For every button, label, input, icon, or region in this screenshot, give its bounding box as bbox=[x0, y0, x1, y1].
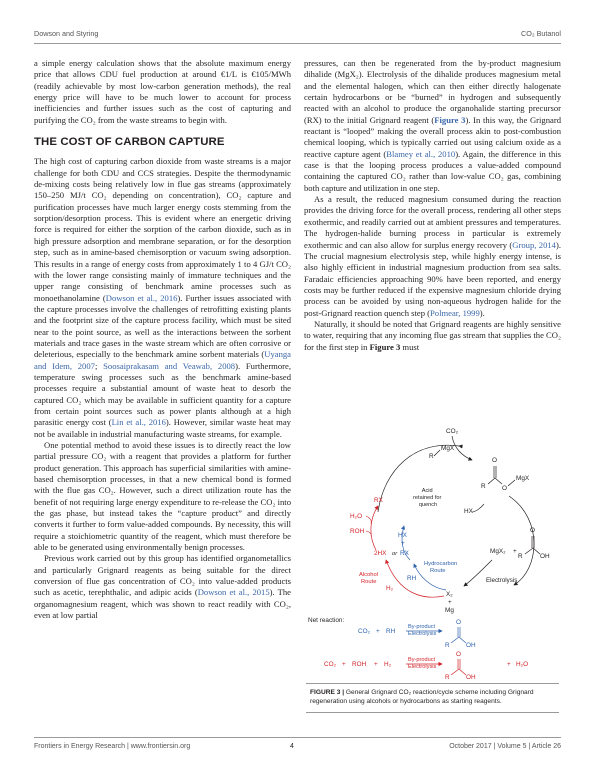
eq2-r: R bbox=[445, 674, 450, 681]
paragraph: The high cost of capturing carbon dioxide from waste streams is a major challenge for both CDU and CCS strategies. Despite the thermodynamic de-mixing costs being relatively low in flue gas streams (approximately 150–250 MJ/t CO₂ depending on concentration), CO₂ capture and purification processes have much larger energy costs stemming from the sorption/desorption process. This is evident where an energetic driving force is required for either the sorption of the carbon dioxide, such as in high pressure adsorption and membrane separation, or for the desorption step, such as in amine-based chemisorption or vacuum swing adsorption. This results in a range of energy costs from approximately 1 to 4 GJ/t CO₂ with the lower range consisting mainly of immature techniques and the upper range consisting of benchmark amine processes such as monoethanolamine (Dowson et al., 2016). Further issues associated with the capture processes involve the challenges of retrofitting existing plants and the footprint size of the capture process facility, which must be sited near to the point source, as well as the interactions between the sorbent materials and trace gases in the waste stream which are often corrosive or deleterious, especially to the benchmark amine sorbent materials (Uyanga and Idem, 2007; Soosaiprakasam and Veawab, 2008). Furthermore, temperature swing processes such as the benchmark amine-based processes require a substantial amount of waste heat to desorb the captured CO₂ which may be available in sufficient quantity for a capture from certain point sources such as power plants although at a high parasitic energy cost (Lin et al., 2016). However, similar waste heat may not be available in industrial manufacturing waste streams, for example. bbox=[34, 156, 291, 439]
eq2-byproduct bbox=[408, 657, 437, 670]
co2-label: CO₂ bbox=[446, 428, 459, 435]
mgx-label: MgX bbox=[441, 445, 455, 452]
hydrocarbon-route-line-1: Hydrocarbon bbox=[424, 561, 458, 567]
eq1-bond bbox=[459, 637, 466, 643]
hydrocarbon-route-line-2: Route bbox=[430, 568, 446, 574]
plus-mgx2-label: + bbox=[513, 548, 517, 555]
acid-line-2: retained for bbox=[413, 495, 442, 501]
o-carbonyl-label: O bbox=[492, 457, 497, 464]
o-ester-label: O bbox=[502, 485, 507, 492]
figure-caption-rule-bottom bbox=[306, 712, 559, 713]
figure-caption bbox=[310, 689, 560, 706]
mgx-bond bbox=[508, 480, 515, 486]
acid-line-3: quench bbox=[418, 502, 438, 508]
figure-caption-label: FIGURE 3 | bbox=[310, 689, 345, 696]
plus-x2-label: + bbox=[448, 599, 452, 606]
eq2-bond bbox=[459, 669, 466, 675]
hx-right-arrow bbox=[472, 504, 484, 512]
hx-right-label: HX bbox=[464, 508, 473, 515]
eq2-plus3: + bbox=[507, 661, 511, 668]
eq1-byproduct bbox=[408, 624, 437, 637]
alcohol-route-line-2: Route bbox=[361, 579, 377, 585]
paragraph: Previous work carried out by this group has identified organometallics and particularly Grignard reagents as being suitable for the direct conversion of flue gas concentration of CO₂ into value-added products such as acetic, terephthalic, and adipic acids (Dowson et al., 2015). The organomagnesium reagent, which was shown to react readily with CO₂, even at low partial bbox=[34, 553, 291, 621]
figure-3-scheme bbox=[304, 400, 561, 725]
section-heading: THE COST OF CARBON CAPTURE bbox=[34, 136, 225, 149]
eq2-byproduct-line-2: Electrolysis bbox=[408, 664, 437, 670]
paragraph: One potential method to avoid these issues is to directly react the low partial pressure CO₂ with a reagent that provides a platform for further product generation. This approach has superficial similarities with amine-based chemisorption processes, in that a new chemical bond is formed with the flue gas CO₂. However, such a direct utilization route has the benefit of not requiring large energy expenditure to re-release the CO₂ into the gas phase, but instead takes the “capture product” and directly converts it further to form value-added compounds. By necessity, this will require a stoichiometric quantity of the reagent, which must therefore be able to be generated using environmentally benign processes. bbox=[34, 440, 291, 553]
grignard-bond bbox=[434, 450, 440, 456]
eq2-roh: ROH bbox=[352, 661, 367, 668]
footer-issue: October 2017 | Volume 5 | Article 26 bbox=[449, 743, 561, 750]
alcohol-route-line-1: Alcohol bbox=[359, 572, 379, 578]
eq2-h2: H₂ bbox=[384, 661, 392, 668]
left-column bbox=[34, 58, 291, 622]
ester-bond bbox=[488, 478, 495, 484]
citation-link[interactable]: Polmear, 1999 bbox=[430, 307, 480, 318]
twohx-label: 2HX bbox=[374, 550, 387, 557]
eq1-plus: + bbox=[376, 628, 380, 635]
eq1-r: R bbox=[445, 642, 450, 649]
paragraph: Naturally, it should be noted that Grignard reagents are highly sensitive to water, requiring that any incoming flue gas stream that supplies the CO₂ for the first step in Figure 3 must bbox=[304, 318, 561, 352]
ester-bond bbox=[495, 478, 502, 484]
citation-link[interactable]: Soosaiprakasam and Veawab, 2008 bbox=[103, 360, 236, 371]
acid-line-1: Acid bbox=[421, 488, 433, 494]
co2-arrow bbox=[452, 436, 472, 460]
roh-branch bbox=[366, 531, 371, 536]
citation-link[interactable]: Group, 2014 bbox=[512, 239, 556, 250]
eq1-bond bbox=[451, 637, 459, 643]
eq2-byproduct-line-1: By-product bbox=[408, 657, 436, 663]
net-reaction-label: Net reaction: bbox=[308, 617, 345, 624]
plus-center-label: + bbox=[401, 540, 405, 547]
h2o-left-label: H₂O bbox=[350, 513, 363, 520]
citation-link[interactable]: Lin et al., 2016 bbox=[111, 417, 166, 428]
rx-left-label: RX bbox=[374, 497, 383, 504]
figure-caption-rule bbox=[306, 683, 559, 684]
eq2-co2: CO₂ bbox=[324, 661, 337, 668]
x2-label: X₂ bbox=[446, 591, 453, 598]
citation-link[interactable]: Uyanga and Idem, 2007 bbox=[34, 349, 291, 371]
cycle-arc bbox=[509, 496, 534, 585]
figure-caption-text: General Grignard CO₂ reaction/cycle scheme including Grignard regeneration using alcohols or hydrocarbons as starting reagents. bbox=[310, 689, 534, 705]
paragraph: As a result, the reduced magnesium consumed during the reaction provides the driving force for the overall process, rendering all other steps exothermic, and readily carried out at ambient pressures and temperatures. The hydrogen-halide burning process in particular is extremely exothermic and can also allow for surplus energy recovery (Group, 2014). The crucial magnesium electrolysis step, while highly energy intense, is also highly efficient in industrial magnesium production from sea salts. Faradaic efficiencies approaching 90% have been reported, and energy costs may be further reduced if the expensive magnesium chloride drying process can be avoided by using non-aqueous hydrogen halide for the post-Grignard reaction quench step (Polmear, 1999). bbox=[304, 194, 561, 318]
figure-link[interactable]: Figure 3 bbox=[434, 114, 466, 125]
mgx-carboxylate-label: MgX bbox=[516, 475, 530, 482]
paragraph: pressures, can then be regenerated from the by-product magnesium dihalide (MgX₂). Electrolysis of the dihalide produces magnesium metal and the elemental halogen, which can then either directly halogenate certain hydrocarbons or be “burned” in hydrogen and subsequently reacted with an alcohol to produce the organohalide starting precursor (RX) to the initial Grignard reagent (Figure 3). In this way, the Grignard reactant is “looped” making the overall process akin to post-combustion chemical looping, which is typically carried out using calcium oxide as a reactive capture agent (Blamey et al., 2010). Again, the difference in this case is that the looping process produces a value-added compound containing the captured CO₂ rather than low-value CO₂ gas, combining both capture and utilization in one step. bbox=[304, 58, 561, 193]
figure-ref[interactable]: Figure 3 bbox=[369, 341, 401, 352]
r-carboxylate-label: R bbox=[481, 483, 486, 490]
oh-acid-label: OH bbox=[540, 553, 550, 560]
eq2-o: O bbox=[456, 651, 461, 658]
header-rule bbox=[34, 43, 561, 44]
eq1-co2: CO₂ bbox=[358, 628, 371, 635]
mgx2-label: MgX₂ bbox=[490, 548, 506, 555]
eq1-o: O bbox=[456, 619, 461, 626]
running-header-authors: Dowson and Styring bbox=[34, 29, 99, 38]
footer-page-number: 4 bbox=[290, 743, 294, 750]
o-acid-label: O bbox=[530, 527, 535, 534]
h2o-branch bbox=[366, 516, 371, 524]
roh-left-label: ROH bbox=[350, 528, 365, 535]
footer-rule bbox=[34, 737, 561, 738]
eq2-plus2: + bbox=[374, 661, 378, 668]
eq2-bond bbox=[451, 669, 459, 675]
or-label: or bbox=[392, 551, 398, 557]
eq2-oh: OH bbox=[466, 674, 476, 681]
running-header-title: CO₂ Butanol bbox=[521, 29, 561, 38]
citation-link[interactable]: Dowson et al., 2015 bbox=[197, 587, 270, 598]
mg-label: Mg bbox=[445, 607, 454, 614]
rh-center-label: RH bbox=[407, 575, 417, 582]
electrolysis-label: Electrolysis bbox=[486, 577, 518, 584]
rx-center-label: RX bbox=[400, 550, 409, 557]
citation-link[interactable]: Blamey et al., 2010 bbox=[386, 148, 456, 159]
eq2-plus1: + bbox=[342, 661, 346, 668]
alcohol-route-label bbox=[359, 572, 380, 585]
r-acid-label: R bbox=[518, 553, 523, 560]
eq2-h2o: H₂O bbox=[516, 661, 529, 668]
h2-center-label: H₂ bbox=[386, 585, 394, 592]
acid-retained-label bbox=[413, 488, 443, 508]
eq1-byproduct-line-2: Electrolysis bbox=[408, 631, 437, 637]
alcohol-arrow bbox=[371, 506, 378, 550]
eq1-oh: OH bbox=[466, 642, 476, 649]
eq1-rh: RH bbox=[386, 628, 396, 635]
hydrocarbon-route-label bbox=[424, 561, 459, 574]
footer-journal: Frontiers in Energy Research | www.frontiersin.org bbox=[34, 743, 191, 750]
right-column bbox=[304, 58, 561, 353]
r-label: R bbox=[429, 453, 434, 460]
citation-link[interactable]: Dowson et al., 2016 bbox=[105, 292, 178, 303]
hx-center-label: HX bbox=[398, 532, 407, 539]
eq1-byproduct-line-1: By-product bbox=[408, 624, 436, 630]
acid-bond bbox=[533, 548, 540, 554]
acid-bond bbox=[525, 548, 533, 554]
paragraph: a simple energy calculation shows that the absolute maximum energy price that allows CDU fuel production at around €1/L is €105/MWh (readily achievable by most low-carbon generation methods), the real energy price will have to be much lower to account for process inefficiencies and further issues such as the cost of capturing and purifying the CO₂ from the waste streams to begin with. bbox=[34, 58, 291, 125]
